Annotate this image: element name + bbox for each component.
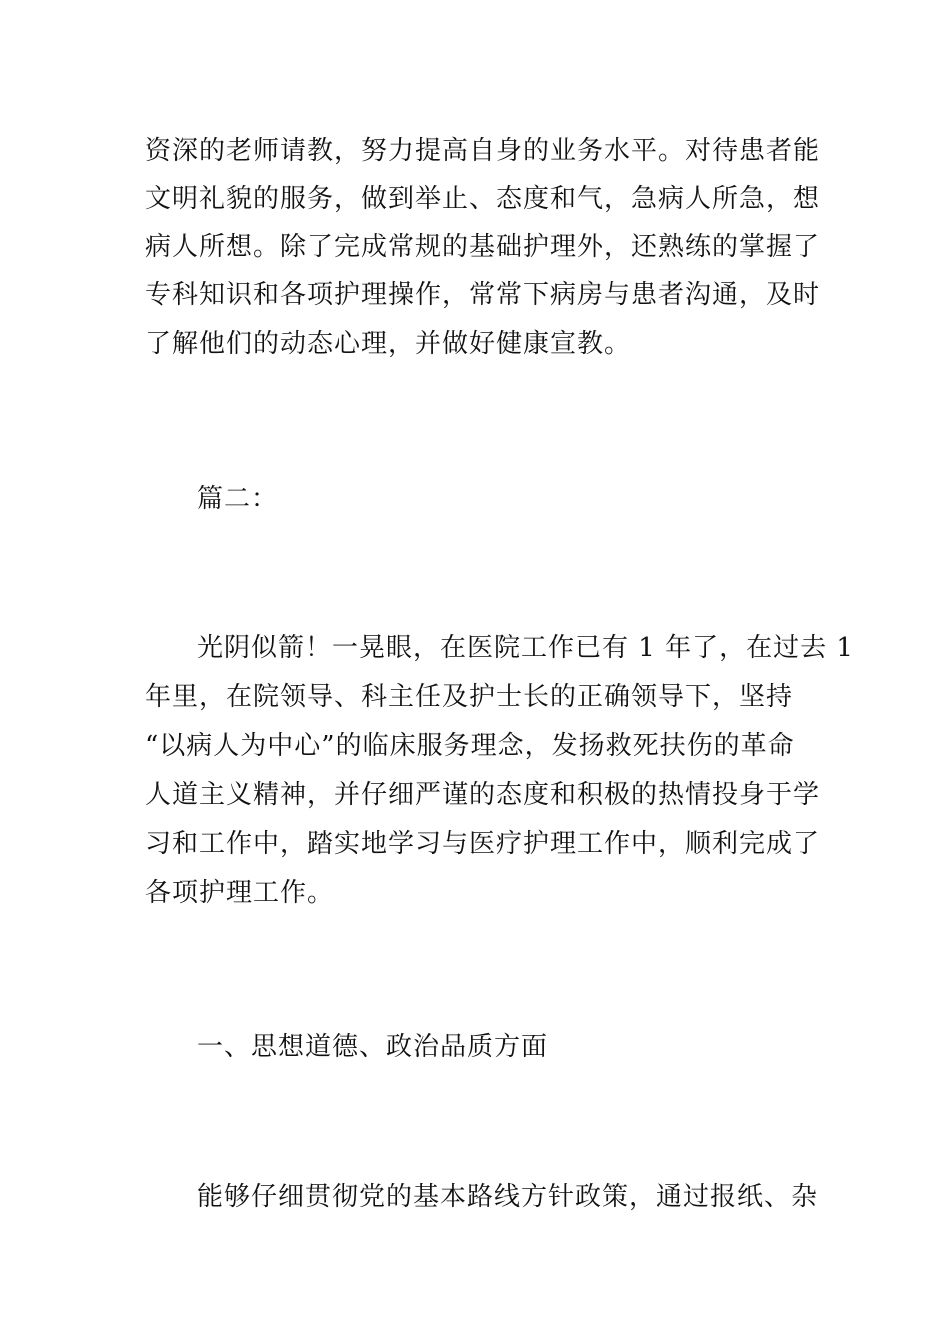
paragraph-line: 文明礼貌的服务，做到举止、态度和气，急病人所急，想 (145, 184, 821, 214)
paragraph-line: 习和工作中，踏实地学习与医疗护理工作中，顺利完成了 (145, 829, 821, 859)
paragraph-line: 年里，在院领导、科主任及护士长的正确领导下，坚持 (145, 682, 794, 712)
paragraph-line: “以病人为中心”的临床服务理念，发扬救死扶伤的革命 (145, 731, 795, 761)
subheading: 一、思想道德、政治品质方面 (197, 1032, 549, 1062)
section-heading: 篇二： (197, 484, 279, 514)
paragraph-line: 各项护理工作。 (145, 878, 335, 908)
paragraph-line: 光阴似箭！一晃眼，在医院工作已有 1 年了，在过去 1 (197, 633, 854, 663)
paragraph-line: 了解他们的动态心理，并做好健康宣教。 (145, 329, 632, 359)
paragraph-line: 资深的老师请教，努力提高自身的业务水平。对待患者能 (145, 136, 821, 166)
paragraph-line: 人道主义精神，并仔细严谨的态度和积极的热情投身于学 (145, 780, 821, 810)
paragraph-line: 专科知识和各项护理操作，常常下病房与患者沟通，及时 (145, 280, 821, 310)
paragraph-line: 病人所想。除了完成常规的基础护理外，还熟练的掌握了 (145, 232, 821, 262)
paragraph-line: 能够仔细贯彻党的基本路线方针政策，通过报纸、杂 (197, 1182, 819, 1212)
